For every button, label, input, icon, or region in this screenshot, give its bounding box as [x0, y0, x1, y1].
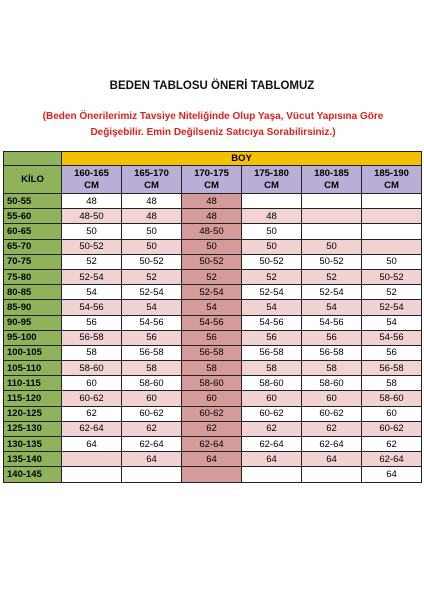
size-cell: 60-62 — [302, 406, 362, 421]
height-range-label: 170-175 — [194, 167, 229, 179]
size-cell — [302, 467, 362, 482]
height-unit-label: CM — [324, 179, 339, 191]
table-row — [4, 421, 422, 436]
size-cell: 52-54 — [62, 269, 122, 284]
size-cell — [242, 467, 302, 482]
size-cell: 58-60 — [302, 376, 362, 391]
size-cell: 52 — [362, 285, 422, 300]
size-cell: 54-56 — [182, 315, 242, 330]
table-row — [4, 345, 422, 360]
table-row — [4, 224, 422, 239]
size-cell: 56 — [122, 330, 182, 345]
disclaimer-note — [28, 109, 398, 141]
size-chart-table — [3, 151, 422, 483]
size-cell: 62-64 — [62, 421, 122, 436]
height-range-header — [182, 166, 242, 194]
size-cell: 64 — [62, 437, 122, 452]
height-range-label: 180-185 — [314, 167, 349, 179]
table-row — [4, 406, 422, 421]
size-cell: 56 — [242, 330, 302, 345]
height-range-header — [362, 166, 422, 194]
kilo-range-cell: 135-140 — [4, 452, 62, 467]
size-cell: 52 — [242, 269, 302, 284]
table-row — [4, 254, 422, 269]
height-range-header — [62, 166, 122, 194]
kilo-range-cell: 105-110 — [4, 361, 62, 376]
kilo-range-cell: 140-145 — [4, 467, 62, 482]
size-cell: 50-52 — [362, 269, 422, 284]
size-cell: 50 — [182, 239, 242, 254]
size-cell: 52 — [62, 254, 122, 269]
size-cell — [242, 194, 302, 209]
size-cell: 60-62 — [362, 421, 422, 436]
kilo-range-cell: 120-125 — [4, 406, 62, 421]
table-row — [4, 391, 422, 406]
size-cell: 48 — [182, 209, 242, 224]
size-cell: 50 — [62, 224, 122, 239]
kilo-range-cell: 75-80 — [4, 269, 62, 284]
size-cell: 52 — [122, 269, 182, 284]
size-cell: 54 — [182, 300, 242, 315]
kilo-range-cell: 95-100 — [4, 330, 62, 345]
size-cell: 56 — [62, 315, 122, 330]
table-row — [4, 467, 422, 482]
kilo-range-cell: 100-105 — [4, 345, 62, 360]
size-cell: 60 — [62, 376, 122, 391]
boy-header: BOY — [62, 152, 422, 166]
size-cell: 48-50 — [62, 209, 122, 224]
table-row — [4, 361, 422, 376]
height-range-label: 185-190 — [374, 167, 409, 179]
kilo-range-cell: 90-95 — [4, 315, 62, 330]
size-cell: 54 — [302, 300, 362, 315]
size-cell: 58-60 — [122, 376, 182, 391]
size-cell — [122, 467, 182, 482]
table-row — [4, 194, 422, 209]
size-cell: 62-64 — [302, 437, 362, 452]
table-row — [4, 300, 422, 315]
size-cell: 54-56 — [362, 330, 422, 345]
size-cell: 58-60 — [62, 361, 122, 376]
kilo-range-cell: 55-60 — [4, 209, 62, 224]
size-cell: 64 — [362, 467, 422, 482]
height-range-header — [302, 166, 362, 194]
kilo-range-cell: 50-55 — [4, 194, 62, 209]
size-cell: 50 — [122, 224, 182, 239]
height-unit-label: CM — [204, 179, 219, 191]
size-cell — [362, 209, 422, 224]
size-cell: 56-58 — [302, 345, 362, 360]
height-range-label: 175-180 — [254, 167, 289, 179]
size-cell: 62 — [122, 421, 182, 436]
size-cell: 52 — [182, 269, 242, 284]
size-cell: 56-58 — [242, 345, 302, 360]
size-cell: 54 — [62, 285, 122, 300]
size-cell: 50-52 — [62, 239, 122, 254]
size-cell: 52-54 — [362, 300, 422, 315]
size-cell: 56 — [362, 345, 422, 360]
kilo-range-cell: 65-70 — [4, 239, 62, 254]
kilo-range-cell: 70-75 — [4, 254, 62, 269]
size-cell — [362, 239, 422, 254]
size-cell: 58 — [242, 361, 302, 376]
size-cell — [362, 224, 422, 239]
size-cell: 54 — [362, 315, 422, 330]
height-range-label: 165-170 — [134, 167, 169, 179]
size-cell: 62-64 — [242, 437, 302, 452]
size-cell: 62 — [242, 421, 302, 436]
size-cell: 50 — [362, 254, 422, 269]
size-cell — [362, 194, 422, 209]
size-cell: 50 — [242, 224, 302, 239]
size-cell: 48 — [242, 209, 302, 224]
size-cell: 62-64 — [362, 452, 422, 467]
size-cell: 56-58 — [62, 330, 122, 345]
size-cell: 54-56 — [62, 300, 122, 315]
size-cell: 54 — [122, 300, 182, 315]
size-cell: 58 — [362, 376, 422, 391]
table-row — [4, 330, 422, 345]
size-cell: 52-54 — [182, 285, 242, 300]
size-cell: 60 — [122, 391, 182, 406]
kilo-range-cell: 85-90 — [4, 300, 62, 315]
size-cell: 48 — [122, 194, 182, 209]
size-cell: 62 — [182, 421, 242, 436]
height-range-header — [122, 166, 182, 194]
table-row — [4, 452, 422, 467]
height-range-label: 160-165 — [74, 167, 109, 179]
height-unit-label: CM — [384, 179, 399, 191]
table-row — [4, 376, 422, 391]
size-cell: 60 — [302, 391, 362, 406]
size-cell: 64 — [302, 452, 362, 467]
size-cell: 48 — [182, 194, 242, 209]
table-row — [4, 269, 422, 284]
kilo-range-cell: 110-115 — [4, 376, 62, 391]
size-cell: 58-60 — [242, 376, 302, 391]
table-row — [4, 239, 422, 254]
disclaimer-line-2: Değişebilir. Emin Değilseniz Satıcıya Sorabilirsiniz.) — [90, 127, 336, 138]
table-corner — [4, 152, 62, 166]
size-cell: 60 — [242, 391, 302, 406]
kilo-range-cell: 115-120 — [4, 391, 62, 406]
size-cell: 62-64 — [182, 437, 242, 452]
size-cell: 56-58 — [182, 345, 242, 360]
size-cell: 62 — [302, 421, 362, 436]
size-cell: 52-54 — [302, 285, 362, 300]
size-cell: 56-58 — [362, 361, 422, 376]
height-unit-label: CM — [144, 179, 159, 191]
size-cell — [302, 224, 362, 239]
kilo-header: KİLO — [4, 166, 62, 194]
size-cell: 50-52 — [122, 254, 182, 269]
size-cell: 60-62 — [242, 406, 302, 421]
size-cell — [302, 194, 362, 209]
size-cell: 62-64 — [122, 437, 182, 452]
size-cell — [62, 467, 122, 482]
size-cell: 64 — [182, 452, 242, 467]
kilo-range-cell: 60-65 — [4, 224, 62, 239]
kilo-range-cell: 125-130 — [4, 421, 62, 436]
size-cell: 62 — [362, 437, 422, 452]
table-row — [4, 285, 422, 300]
size-cell: 54-56 — [242, 315, 302, 330]
size-cell: 64 — [242, 452, 302, 467]
page-title: BEDEN TABLOSU ÖNERİ TABLOMUZ — [109, 80, 315, 92]
size-cell: 52-54 — [122, 285, 182, 300]
size-cell: 60-62 — [62, 391, 122, 406]
size-cell: 62 — [62, 406, 122, 421]
size-cell: 58 — [62, 345, 122, 360]
table-row — [4, 315, 422, 330]
size-cell: 58 — [182, 361, 242, 376]
size-cell: 54 — [242, 300, 302, 315]
size-cell: 48-50 — [182, 224, 242, 239]
table-row — [4, 437, 422, 452]
size-cell: 50-52 — [242, 254, 302, 269]
size-cell — [62, 452, 122, 467]
size-cell: 58 — [302, 361, 362, 376]
size-cell: 64 — [122, 452, 182, 467]
kilo-range-cell: 80-85 — [4, 285, 62, 300]
size-cell: 60 — [182, 391, 242, 406]
size-cell: 58 — [122, 361, 182, 376]
size-cell: 54-56 — [302, 315, 362, 330]
size-cell: 60-62 — [182, 406, 242, 421]
height-range-header — [242, 166, 302, 194]
size-cell: 60 — [362, 406, 422, 421]
size-cell — [302, 209, 362, 224]
disclaimer-line-1: (Beden Önerilerimiz Tavsiye Niteliğinde Olup Yaşa, Vücut Yapısına Göre — [42, 111, 384, 122]
size-cell: 50 — [302, 239, 362, 254]
kilo-range-cell: 130-135 — [4, 437, 62, 452]
size-cell: 54-56 — [122, 315, 182, 330]
size-cell: 56 — [302, 330, 362, 345]
size-cell: 52-54 — [242, 285, 302, 300]
size-cell: 56 — [182, 330, 242, 345]
table-row — [4, 209, 422, 224]
size-cell: 58-60 — [362, 391, 422, 406]
size-cell: 48 — [62, 194, 122, 209]
size-cell: 50-52 — [302, 254, 362, 269]
size-cell: 56-58 — [122, 345, 182, 360]
size-cell — [182, 467, 242, 482]
size-cell: 50 — [242, 239, 302, 254]
size-cell: 50 — [122, 239, 182, 254]
size-cell: 60-62 — [122, 406, 182, 421]
size-cell: 48 — [122, 209, 182, 224]
size-cell: 50-52 — [182, 254, 242, 269]
height-unit-label: CM — [84, 179, 99, 191]
size-cell: 52 — [302, 269, 362, 284]
height-unit-label: CM — [264, 179, 279, 191]
size-cell: 58-60 — [182, 376, 242, 391]
